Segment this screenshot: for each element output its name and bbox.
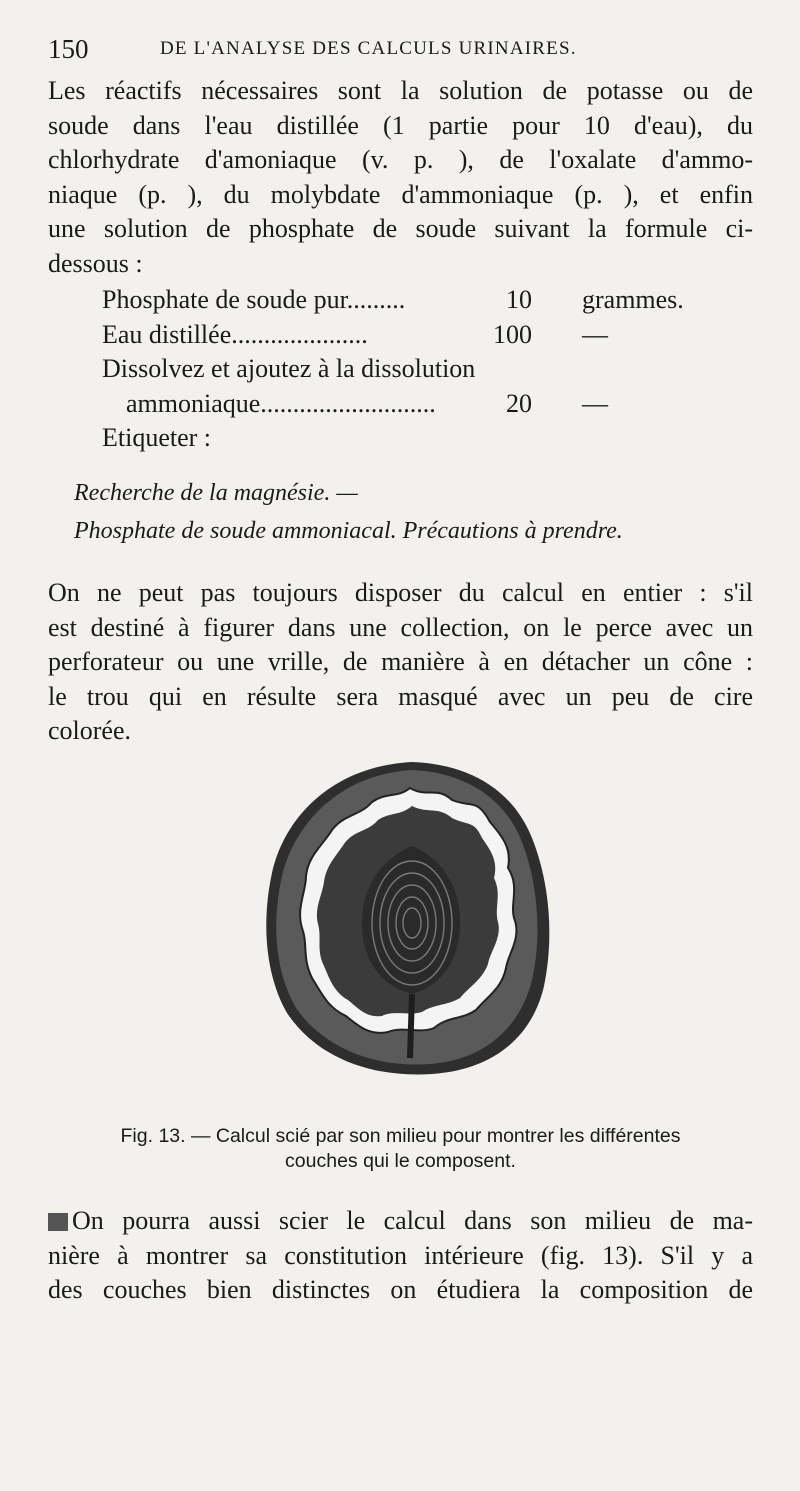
- recipe-row: [102, 387, 702, 422]
- text-line: [48, 1204, 753, 1239]
- recipe-label: ammoniaque...........................: [126, 388, 436, 418]
- recipe-unit: —: [582, 388, 608, 418]
- text-line: niaque (p. ), du molybdate d'ammoniaque (p. ), et enfin: [48, 179, 753, 209]
- calculus-illustration: [262, 758, 552, 1078]
- text-line: perforateur ou une vrille, de manière à en détacher un cône :: [48, 647, 753, 676]
- text-line: le trou qui en résulte sera masqué avec un peu de cire: [48, 681, 753, 711]
- text-line: est destiné à figurer dans une collection, on le perce avec un: [48, 612, 753, 642]
- text-line: des couches bien distinctes on étudiera la composition de: [48, 1275, 753, 1304]
- text-line: dessous :: [48, 248, 143, 278]
- recipe-row: [102, 421, 702, 456]
- subheading-phosphate: Phosphate de soude ammoniacal. Précautions à prendre.: [74, 518, 623, 544]
- recipe-row: [102, 283, 702, 318]
- page-number: 150: [48, 34, 89, 64]
- recipe-label: Eau distillée.....................: [102, 319, 368, 349]
- recipe-quantity: 100: [493, 319, 532, 349]
- paragraph-mark-icon: [48, 1213, 68, 1231]
- paragraph-saw: [48, 1204, 753, 1308]
- text-line: soude dans l'eau distillée (1 partie pour 10 d'eau), du: [48, 110, 753, 140]
- recipe-block: [102, 283, 702, 456]
- paragraph-reagents: [48, 74, 753, 281]
- caption-line: couches qui le composent.: [285, 1150, 516, 1172]
- recipe-quantity: 10: [506, 285, 532, 314]
- page-header: [48, 34, 748, 64]
- text-line: Les réactifs nécessaires sont la solution de potasse ou de: [48, 76, 753, 105]
- caption-line: Fig. 13. — Calcul scié par son milieu pour montrer les différentes: [120, 1125, 681, 1147]
- text-line: nière à montrer sa constitution intérieure (fig. 13). S'il y a: [48, 1240, 753, 1270]
- text-line: colorée.: [48, 716, 132, 745]
- recipe-unit: grammes.: [582, 285, 684, 314]
- figure-caption: [48, 1124, 753, 1174]
- recipe-label: Dissolvez et ajoutez à la dissolution: [102, 354, 476, 383]
- running-head: DE L'ANALYSE DES CALCULS URINAIRES.: [160, 38, 577, 59]
- recipe-label: Etiqueter :: [102, 423, 212, 452]
- text-line: chlorhydrate d'amoniaque (v. p. ), de l'oxalate d'ammo-: [48, 145, 753, 174]
- subheading-magnesie: Recherche de la magnésie. —: [74, 480, 358, 506]
- text-line-content: On pourra aussi scier le calcul dans son milieu de ma-: [72, 1206, 753, 1235]
- paragraph-collection: [48, 576, 753, 749]
- calculus-cross-section-figure: [262, 758, 552, 1078]
- recipe-label: Phosphate de soude pur.........: [102, 285, 406, 314]
- recipe-unit: —: [582, 319, 608, 349]
- text-line: une solution de phosphate de soude suivant la formule ci-: [48, 214, 753, 243]
- recipe-quantity: 20: [506, 388, 532, 418]
- recipe-row: [102, 318, 702, 353]
- recipe-row: [102, 352, 702, 387]
- text-line: On ne peut pas toujours disposer du calcul en entier : s'il: [48, 578, 753, 607]
